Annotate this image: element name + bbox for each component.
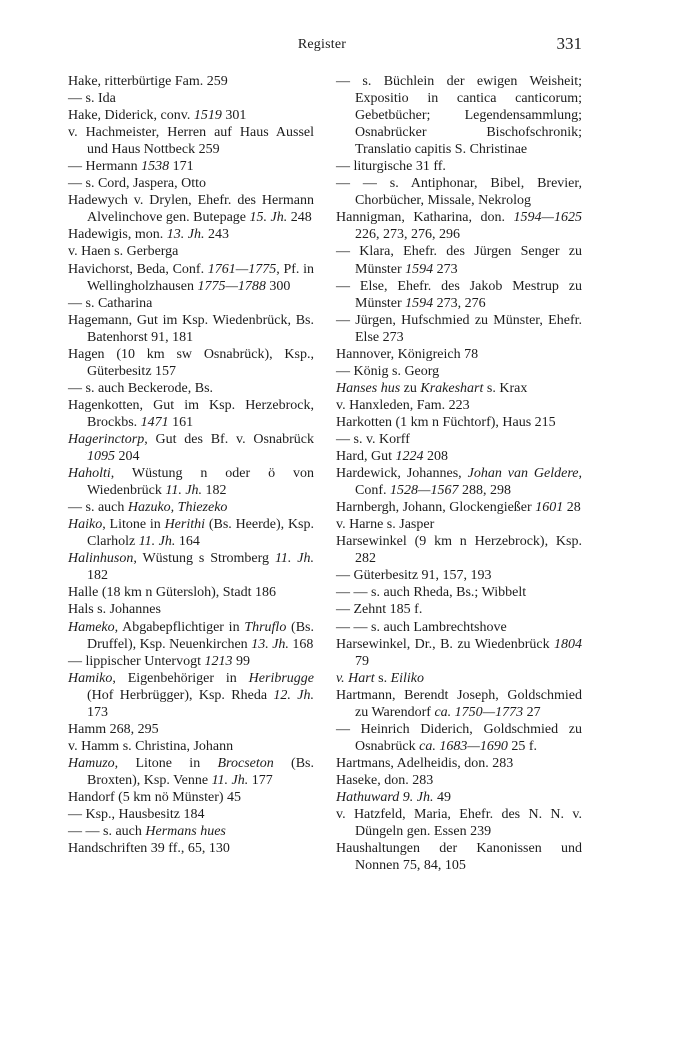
- index-entry: Hameko, Abgabepflichtiger in Thruflo (Bs. Druffel), Ksp. Neuenkirchen 13. Jh. 168: [68, 619, 315, 652]
- index-entry: — Else, Ehefr. des Jakob Mestrup zu Münster 1594 273, 276: [336, 278, 582, 311]
- index-entry: Hadewych v. Drylen, Ehefr. des Hermann Alvelinchove gen. Butepage 15. Jh. 248: [68, 193, 314, 226]
- index-entry: Hamm 268, 295: [68, 721, 159, 737]
- index-entry: Harsewinkel (9 km n Herzebrock), Ksp. 282: [336, 534, 582, 567]
- index-entry: — Zehnt 185 f.: [336, 602, 423, 618]
- page-number: 331: [556, 34, 582, 53]
- index-entry: — s. Cord, Jaspera, Otto: [68, 176, 207, 192]
- index-entry: Hagemann, Gut im Ksp. Wiedenbrück, Bs. Batenhorst 91, 181: [68, 312, 314, 345]
- index-entry: Hagerinctorp, Gut des Bf. v. Osnabrück 1095 204: [68, 431, 314, 465]
- index-entry: — Heinrich Diderich, Goldschmied zu Osnabrück ca. 1683—1690 25 f.: [336, 721, 582, 754]
- index-entry: Haushaltungen der Kanonissen und Nonnen 75, 84, 105: [336, 841, 582, 874]
- index-entry: — s. auch Hazuko, Thiezeko: [68, 500, 228, 516]
- index-entry: Hathuward 9. Jh. 49: [336, 789, 451, 805]
- index-entry: Hartmann, Berendt Joseph, Goldschmied zu Warendorf ca. 1750—1773 27: [336, 687, 582, 720]
- index-entry: — liturgische 31 ff.: [336, 159, 446, 175]
- index-entry: — — s. Antiphonar, Bibel, Brevier, Chorbücher, Missale, Nekrolog: [336, 176, 582, 209]
- index-entry: Halle (18 km n Gütersloh), Stadt 186: [68, 585, 277, 601]
- index-entry: Hamiko, Eigenbehöriger in Heribrugge (Hof Herbrügger), Ksp. Rheda 12. Jh. 173: [68, 670, 315, 720]
- running-header-title: Register: [297, 37, 347, 52]
- index-entry: — — s. auch Lambrechtshove: [336, 619, 507, 635]
- index-entry: Handorf (5 km nö Münster) 45: [68, 789, 242, 805]
- index-entry: Harsewinkel, Dr., B. zu Wiedenbrück 1804 79: [336, 636, 582, 669]
- index-entry: Hard, Gut 1224 208: [336, 449, 448, 465]
- index-entry: Haseke, don. 283: [336, 772, 434, 788]
- index-column-left: [68, 73, 314, 857]
- index-entry: — Ksp., Hausbesitz 184: [68, 807, 205, 823]
- index-entry: Hake, ritterbürtige Fam. 259: [68, 74, 228, 89]
- index-entry: Hagen (10 km sw Osnabrück), Ksp., Güterbesitz 157: [68, 346, 314, 379]
- index-entry: Hannover, Königreich 78: [336, 346, 479, 362]
- index-entry: Hake, Diderick, conv. 1519 301: [68, 108, 247, 124]
- index-entry: Hartmans, Adelheidis, don. 283: [336, 755, 514, 771]
- index-entry: — s. Büchlein der ewigen Weisheit; Expositio in cantica canticorum; Gebetbücher; Legendensammlung; Osnabrücker Bischofschronik; Translatio capitis S. Christinae: [336, 74, 582, 158]
- index-entry: Hals s. Johannes: [68, 602, 161, 618]
- index-entry: — lippischer Untervogt 1213 99: [68, 653, 250, 669]
- index-entry: Harkotten (1 km n Füchtorf), Haus 215: [336, 414, 556, 430]
- index-column-right: [336, 73, 582, 874]
- index-entry: Handschriften 39 ff., 65, 130: [68, 841, 230, 857]
- index-entry: — s. Ida: [68, 91, 116, 107]
- index-entry: v. Hanxleden, Fam. 223: [336, 397, 470, 413]
- index-entry: — — s. auch Rheda, Bs.; Wibbelt: [336, 585, 527, 601]
- index-entry: — Güterbesitz 91, 157, 193: [336, 568, 492, 584]
- index-entry: v. Hatzfeld, Maria, Ehefr. des N. N. v. Düngeln gen. Essen 239: [336, 807, 582, 840]
- index-entry: — Hermann 1538 171: [68, 159, 194, 175]
- index-entry: Hanses hus zu Krakeshart s. Krax: [336, 380, 528, 396]
- index-entry: Haiko, Litone in Herithi (Bs. Heerde), Ksp. Clarholz 11. Jh. 164: [68, 517, 314, 550]
- index-entry: Havichorst, Beda, Conf. 1761—1775, Pf. in Wellingholzhausen 1775—1788 300: [68, 261, 314, 294]
- index-entry: — König s. Georg: [336, 363, 440, 379]
- index-entry: — Jürgen, Hufschmied zu Münster, Ehefr. Else 273: [336, 312, 582, 345]
- index-entry: v. Harne s. Jasper: [336, 517, 435, 533]
- index-entry: v. Hachmeister, Herren auf Haus Aussel und Haus Nottbeck 259: [68, 125, 314, 158]
- index-entry: Harnbergh, Johann, Glockengießer 1601 28: [336, 500, 581, 516]
- index-entry: Hadewigis, mon. 13. Jh. 243: [68, 227, 229, 243]
- index-entry: v. Hamm s. Christina, Johann: [68, 738, 234, 754]
- index-entry: Hannigman, Katharina, don. 1594—1625 226, 273, 276, 296: [336, 210, 582, 243]
- index-entry: — Klara, Ehefr. des Jürgen Senger zu Münster 1594 273: [336, 244, 582, 277]
- index-entry: — s. v. Korff: [336, 431, 410, 447]
- index-entry: Haholti, Wüstung n oder ö von Wiedenbrück 11. Jh. 182: [68, 466, 314, 499]
- index-entry: — — s. auch Hermans hues: [68, 824, 226, 840]
- index-entry: Hamuzo, Litone in Brocseton (Bs. Broxten), Ksp. Venne 11. Jh. 177: [68, 755, 314, 788]
- index-entry: v. Hart s. Eiliko: [336, 670, 425, 686]
- index-entry: Hagenkotten, Gut im Ksp. Herzebrock, Brockbs. 1471 161: [68, 397, 314, 430]
- index-entry: v. Haen s. Gerberga: [68, 244, 179, 260]
- index-entry: Halinhuson, Wüstung s Stromberg 11. Jh. 182: [68, 551, 314, 584]
- index-entry: — s. auch Beckerode, Bs.: [68, 380, 214, 396]
- index-entry: — s. Catharina: [68, 295, 153, 311]
- index-entry: Hardewick, Johannes, Johan van Geldere, Conf. 1528—1567 288, 298: [336, 466, 582, 499]
